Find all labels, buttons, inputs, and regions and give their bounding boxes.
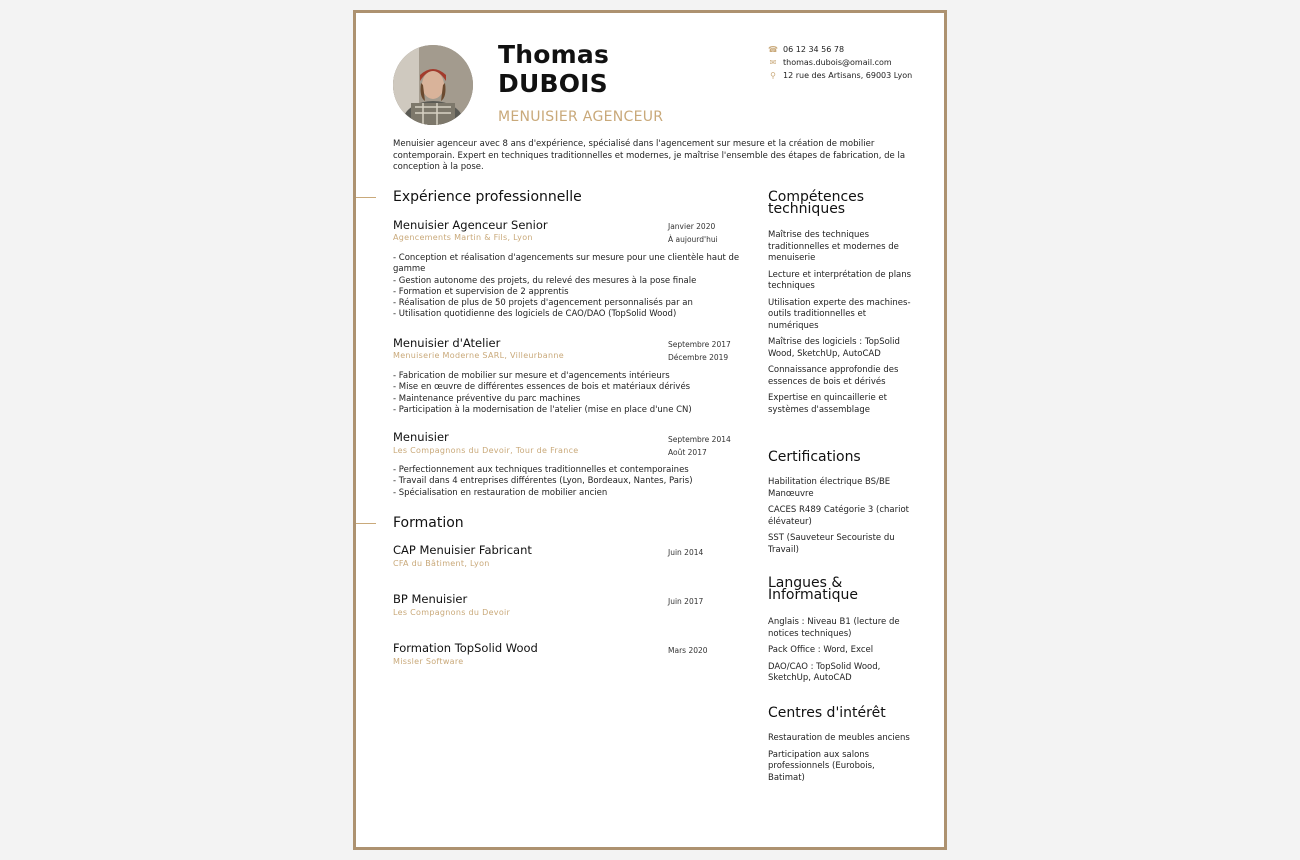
- last-name: DUBOIS: [498, 69, 608, 98]
- section-line-formation: [356, 523, 376, 524]
- list-item: - Mise en œuvre de différentes essences de bois et matériaux dérivés: [393, 382, 691, 393]
- job-date-start-3: Septembre 2014: [668, 435, 731, 444]
- job-company-2: Menuiserie Moderne SARL, Villeurbanne: [393, 351, 564, 360]
- formation-heading: Formation: [393, 515, 464, 531]
- list-item: Pack Office : Word, Excel: [768, 645, 874, 655]
- skills-heading-line1: Compétences: [768, 189, 865, 205]
- list-item: Maîtrise des logiciels : TopSolid Wood, SketchUp, AutoCAD: [768, 337, 900, 359]
- job-title-2: Menuisier d'Atelier: [393, 336, 501, 350]
- phone-icon: ☎: [768, 45, 778, 54]
- list-item: Anglais : Niveau B1 (lecture de notices techniques): [768, 617, 900, 639]
- interests-list: [768, 733, 913, 789]
- job-title-1: Menuisier Agenceur Senior: [393, 218, 548, 232]
- person-portrait-icon: [393, 45, 473, 125]
- formation-date-3: Mars 2020: [668, 646, 708, 655]
- languages-heading-line1: Langues &: [768, 575, 843, 591]
- job-company-3: Les Compagnons du Devoir, Tour de France: [393, 446, 579, 455]
- profile-summary: Menuisier agenceur avec 8 ans d'expérience, spécialisé dans l'agencement sur mesure et la création de mobilier contemporain. Expert en techniques traditionnelles et modernes, je maîtrise l'ensemble des étapes de fabrication, de la conception à la pose.: [393, 139, 906, 172]
- skills-heading-line2: techniques: [768, 201, 846, 217]
- skills-heading: [768, 191, 918, 215]
- phone-text: 06 12 34 56 78: [783, 45, 845, 54]
- job-date-start-1: Janvier 2020: [668, 222, 716, 231]
- languages-heading-line2: Informatique: [768, 587, 858, 603]
- address-text: 12 rue des Artisans, 69003 Lyon: [783, 71, 913, 80]
- list-item: Participation aux salons professionnels (Eurobois, Batimat): [768, 749, 875, 783]
- formation-title-3: Formation TopSolid Wood: [393, 641, 538, 655]
- job-bullets-1: [393, 253, 745, 321]
- list-item: DAO/CAO : TopSolid Wood, SketchUp, AutoCAD: [768, 661, 881, 683]
- list-item: - Conception et réalisation d'agencements sur mesure pour une clientèle haut de gamme: [393, 253, 740, 275]
- job-bullets-3: [393, 465, 745, 499]
- job-date-start-2: Septembre 2017: [668, 340, 731, 349]
- formation-school-3: Missler Software: [393, 657, 464, 666]
- contact-address: [768, 70, 912, 82]
- list-item: Expertise en quincaillerie et systèmes d'assemblage: [768, 393, 887, 415]
- formation-date-1: Juin 2014: [668, 548, 704, 557]
- email-icon: ✉: [769, 58, 777, 67]
- profile-photo: [393, 45, 473, 125]
- list-item: - Maintenance préventive du parc machines: [393, 393, 581, 404]
- formation-title-1: CAP Menuisier Fabricant: [393, 543, 532, 557]
- job-company-1: Agencements Martin & Fils, Lyon: [393, 233, 533, 242]
- list-item: - Perfectionnement aux techniques traditionnelles et contemporaines: [393, 465, 689, 475]
- list-item: - Gestion autonome des projets, du relevé des mesures à la pose finale: [393, 275, 697, 286]
- skills-list: [768, 230, 913, 421]
- resume-page: [353, 10, 947, 850]
- job-bullets-2: [393, 371, 745, 416]
- formation-school-1: CFA du Bâtiment, Lyon: [393, 559, 490, 568]
- job-date-end-1: À aujourd'hui: [668, 235, 718, 244]
- location-icon: ⚲: [770, 71, 776, 80]
- job-title: MENUISIER AGENCEUR: [498, 109, 664, 125]
- list-item: - Fabrication de mobilier sur mesure et d'agencements intérieurs: [393, 371, 670, 381]
- experience-heading: Expérience professionnelle: [393, 189, 582, 205]
- list-item: Maîtrise des techniques traditionnelles et modernes de menuiserie: [768, 230, 899, 263]
- list-item: Habilitation électrique BS/BE Manœuvre: [768, 477, 891, 499]
- list-item: - Réalisation de plus de 50 projets d'agencement personnalisés par an: [393, 298, 693, 309]
- job-date-end-3: Août 2017: [668, 448, 707, 457]
- list-item: CACES R489 Catégorie 3 (chariot élévateur): [768, 505, 910, 527]
- formation-school-2: Les Compagnons du Devoir: [393, 608, 511, 617]
- certifications-list: [768, 477, 913, 561]
- list-item: - Participation à la modernisation de l'atelier (mise en place d'une CN): [393, 404, 692, 415]
- list-item: Restauration de meubles anciens: [768, 733, 910, 743]
- contact-phone[interactable]: [768, 44, 844, 56]
- formation-title-2: BP Menuisier: [393, 592, 468, 606]
- list-item: SST (Sauveteur Secouriste du Travail): [768, 533, 895, 555]
- job-title-3: Menuisier: [393, 430, 449, 444]
- list-item: Connaissance approfondie des essences de bois et dérivés: [768, 365, 899, 387]
- section-line-experience: [356, 197, 376, 198]
- list-item: - Spécialisation en restauration de mobilier ancien: [393, 487, 608, 498]
- languages-list: [768, 617, 913, 690]
- email-text: thomas.dubois@omail.com: [783, 58, 892, 67]
- interests-heading: Centres d'intérêt: [768, 705, 886, 721]
- list-item: - Utilisation quotidienne des logiciels de CAO/DAO (TopSolid Wood): [393, 309, 677, 320]
- first-name: Thomas: [498, 40, 610, 69]
- certifications-heading: Certifications: [768, 449, 861, 465]
- job-date-end-2: Décembre 2019: [668, 353, 729, 362]
- list-item: - Formation et supervision de 2 apprentis: [393, 286, 569, 297]
- list-item: Lecture et interprétation de plans techniques: [768, 269, 912, 291]
- contact-email[interactable]: [768, 57, 892, 69]
- languages-heading: [768, 577, 918, 601]
- list-item: Utilisation experte des machines-outils traditionnelles et numériques: [768, 297, 911, 331]
- list-item: - Travail dans 4 entreprises différentes (Lyon, Bordeaux, Nantes, Paris): [393, 476, 693, 487]
- formation-date-2: Juin 2017: [668, 597, 704, 606]
